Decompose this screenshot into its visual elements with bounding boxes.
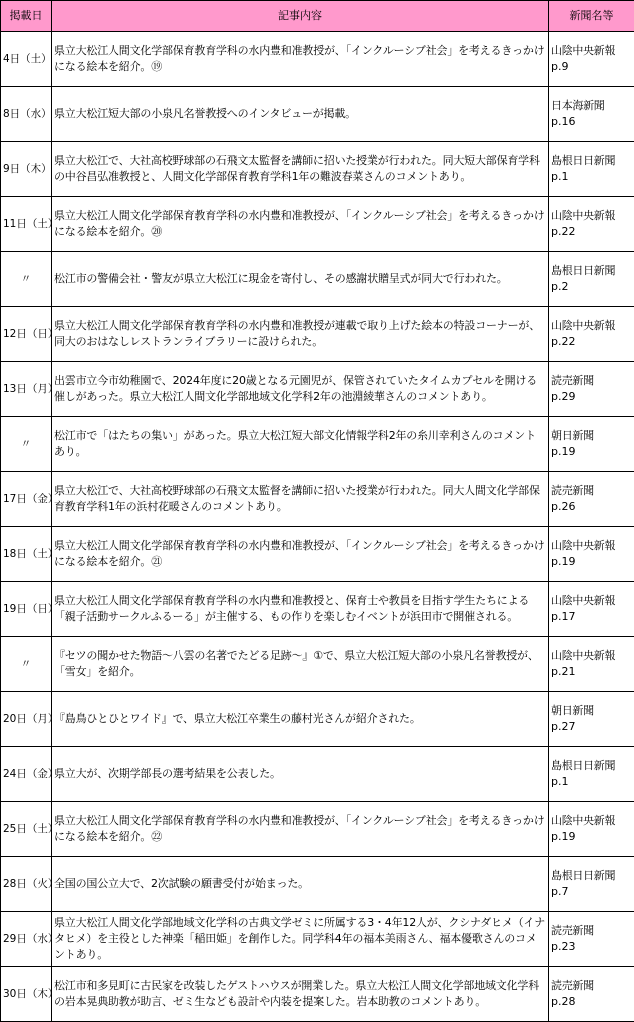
header-content: 記事内容 (52, 1, 549, 32)
row-paper-cell (549, 692, 634, 747)
row-page-number: p.1 (551, 775, 569, 788)
table-row (1, 87, 634, 142)
table-row (1, 417, 634, 472)
table-row (1, 307, 634, 362)
row-content: 『島鳥ひとひとワイド』で、県立大松江卒業生の藤村光さんが紹介された。 (52, 692, 549, 747)
row-date: 28日（火） (1, 857, 52, 912)
header-date: 掲載日 (1, 1, 52, 32)
row-paper-cell (549, 637, 634, 692)
row-page-number: p.2 (551, 280, 569, 293)
row-page-number: p.19 (551, 445, 576, 458)
row-date: 24日（金） (1, 747, 52, 802)
row-content: 県立大松江で、大社高校野球部の石飛文太監督を講師に招いた授業が行われた。同大短大部保育学科の中谷昌弘准教授と、人間文化学部保育教育学科1年の難波春菜さんのコメントあり。 (52, 142, 549, 197)
row-paper-name: 山陰中央新報 (551, 319, 616, 332)
row-paper-cell (549, 967, 634, 1022)
row-page-number: p.27 (551, 720, 576, 733)
table-row (1, 527, 634, 582)
row-page-number: p.22 (551, 225, 576, 238)
table-row (1, 912, 634, 967)
row-date: 9日（木） (1, 142, 52, 197)
row-paper-cell (549, 197, 634, 252)
row-paper-name: 山陰中央新報 (551, 44, 616, 57)
row-date: 17日（金） (1, 472, 52, 527)
row-page-number: p.29 (551, 390, 576, 403)
row-page-number: p.16 (551, 115, 576, 128)
row-content: 松江市和多見町に古民家を改装したゲストハウスが開業した。県立大松江人間文化学部地域文化学科の岩本晃典助教が助言、ゼミ生なども設計や内装を提案した。岩本助教のコメントあり。 (52, 967, 549, 1022)
row-paper-name: 山陰中央新報 (551, 649, 616, 662)
table-row (1, 857, 634, 912)
row-content: 県立大松江人間文化学部保育教育学科の水内豊和准教授が、「インクルーシブ社会」を考えるきっかけになる絵本を紹介。㉑ (52, 527, 549, 582)
row-paper-name: 島根日日新聞 (551, 264, 616, 277)
row-content: 松江市の警備会社・警友が県立大松江に現金を寄付し、その感謝状贈呈式が同大で行われた。 (52, 252, 549, 307)
row-paper-name: 島根日日新聞 (551, 869, 616, 882)
row-content: 県立大松江で、大社高校野球部の石飛文太監督を講師に招いた授業が行われた。同大人間文化学部保育教育学科1年の浜村花暖さんのコメントあり。 (52, 472, 549, 527)
row-paper-cell (549, 582, 634, 637)
row-page-number: p.21 (551, 665, 576, 678)
row-date: 〃 (1, 252, 52, 307)
table-row (1, 802, 634, 857)
table-row (1, 197, 634, 252)
row-paper-cell (549, 527, 634, 582)
row-paper-name: 朝日新聞 (551, 704, 594, 717)
row-paper-cell (549, 307, 634, 362)
table-row (1, 637, 634, 692)
row-content: 県立大松江人間文化学部保育教育学科の水内豊和准教授と、保育士や教員を目指す学生たちによる「親子活動サークルふるーる」が主催する、もの作りを楽しむイベントが浜田市で開催される。 (52, 582, 549, 637)
row-paper-name: 読売新聞 (551, 979, 594, 992)
row-date: 18日（土） (1, 527, 52, 582)
row-content: 県立大松江人間文化学部地域文化学科の古典文学ゼミに所属する3・4年12人が、クシナダヒメ（イナタヒメ）を主役とした神楽「稲田姫」を創作した。同学科4年の福本美雨さん、福本優歌さんのコメントあり。 (52, 912, 549, 967)
row-page-number: p.26 (551, 500, 576, 513)
row-paper-name: 日本海新聞 (551, 99, 605, 112)
row-content: 県立大松江人間文化学部保育教育学科の水内豊和准教授が、「インクルーシブ社会」を考えるきっかけになる絵本を紹介。⑲ (52, 32, 549, 87)
table-body (1, 32, 634, 1022)
row-paper-name: 朝日新聞 (551, 429, 594, 442)
row-page-number: p.7 (551, 885, 569, 898)
row-paper-name: 読売新聞 (551, 924, 594, 937)
row-date: 〃 (1, 637, 52, 692)
row-date: 11日（土） (1, 197, 52, 252)
row-content: 県立大松江人間文化学部保育教育学科の水内豊和准教授が連載で取り上げた絵本の特設コーナーが、同大のおはなしレストランライブラリーに設けられた。 (52, 307, 549, 362)
row-content: 松江市で「はたちの集い」があった。県立大松江短大部文化情報学科2年の糸川幸利さんのコメントあり。 (52, 417, 549, 472)
table-row (1, 582, 634, 637)
row-paper-cell (549, 802, 634, 857)
row-paper-cell (549, 32, 634, 87)
row-page-number: p.28 (551, 995, 576, 1008)
row-date: 13日（月） (1, 362, 52, 417)
row-paper-name: 山陰中央新報 (551, 209, 616, 222)
table-row (1, 692, 634, 747)
table-row (1, 142, 634, 197)
row-paper-name: 読売新聞 (551, 374, 594, 387)
row-page-number: p.1 (551, 170, 569, 183)
row-paper-cell (549, 87, 634, 142)
row-paper-name: 山陰中央新報 (551, 814, 616, 827)
row-date: 29日（水） (1, 912, 52, 967)
row-paper-cell (549, 472, 634, 527)
table-row (1, 472, 634, 527)
table-row (1, 747, 634, 802)
row-date: 30日（木） (1, 967, 52, 1022)
row-page-number: p.23 (551, 940, 576, 953)
row-page-number: p.19 (551, 830, 576, 843)
row-paper-cell (549, 142, 634, 197)
row-paper-cell (549, 252, 634, 307)
row-content: 出雲市立今市幼稚園で、2024年度に20歳となる元園児が、保管されていたタイムカプセルを開ける催しがあった。県立大松江人間文化学部地域文化学科2年の池淵綾華さんのコメントあり。 (52, 362, 549, 417)
row-page-number: p.19 (551, 555, 576, 568)
table-row (1, 252, 634, 307)
row-paper-name: 山陰中央新報 (551, 539, 616, 552)
row-page-number: p.17 (551, 610, 576, 623)
row-paper-name: 島根日日新聞 (551, 759, 616, 772)
row-page-number: p.9 (551, 60, 569, 73)
row-paper-cell (549, 912, 634, 967)
row-paper-cell (549, 857, 634, 912)
table-header-row (1, 1, 634, 32)
row-date: 25日（土） (1, 802, 52, 857)
header-paper: 新聞名等 (549, 1, 634, 32)
row-paper-name: 山陰中央新報 (551, 594, 616, 607)
row-content: 県立大松江短大部の小泉凡名誉教授へのインタビューが掲載。 (52, 87, 549, 142)
table-row (1, 362, 634, 417)
row-date: 8日（水） (1, 87, 52, 142)
row-date: 12日（日） (1, 307, 52, 362)
row-date: 4日（土） (1, 32, 52, 87)
row-date: 〃 (1, 417, 52, 472)
row-content: 全国の国公立大で、2次試験の願書受付が始まった。 (52, 857, 549, 912)
row-paper-cell (549, 747, 634, 802)
row-date: 20日（月） (1, 692, 52, 747)
row-page-number: p.22 (551, 335, 576, 348)
row-content: 県立大が、次期学部長の選考結果を公表した。 (52, 747, 549, 802)
row-date: 19日（日） (1, 582, 52, 637)
table-row (1, 32, 634, 87)
row-content: 『セツの聞かせた物語～八雲の名著でたどる足跡～』①で、県立大松江短大部の小泉凡名誉教授が、「雪女」を紹介。 (52, 637, 549, 692)
table-row (1, 967, 634, 1022)
row-content: 県立大松江人間文化学部保育教育学科の水内豊和准教授が、「インクルーシブ社会」を考えるきっかけになる絵本を紹介。⑳ (52, 197, 549, 252)
row-paper-cell (549, 362, 634, 417)
row-paper-cell (549, 417, 634, 472)
row-paper-name: 読売新聞 (551, 484, 594, 497)
row-content: 県立大松江人間文化学部保育教育学科の水内豊和准教授が、「インクルーシブ社会」を考えるきっかけになる絵本を紹介。㉒ (52, 802, 549, 857)
row-paper-name: 島根日日新聞 (551, 154, 616, 167)
